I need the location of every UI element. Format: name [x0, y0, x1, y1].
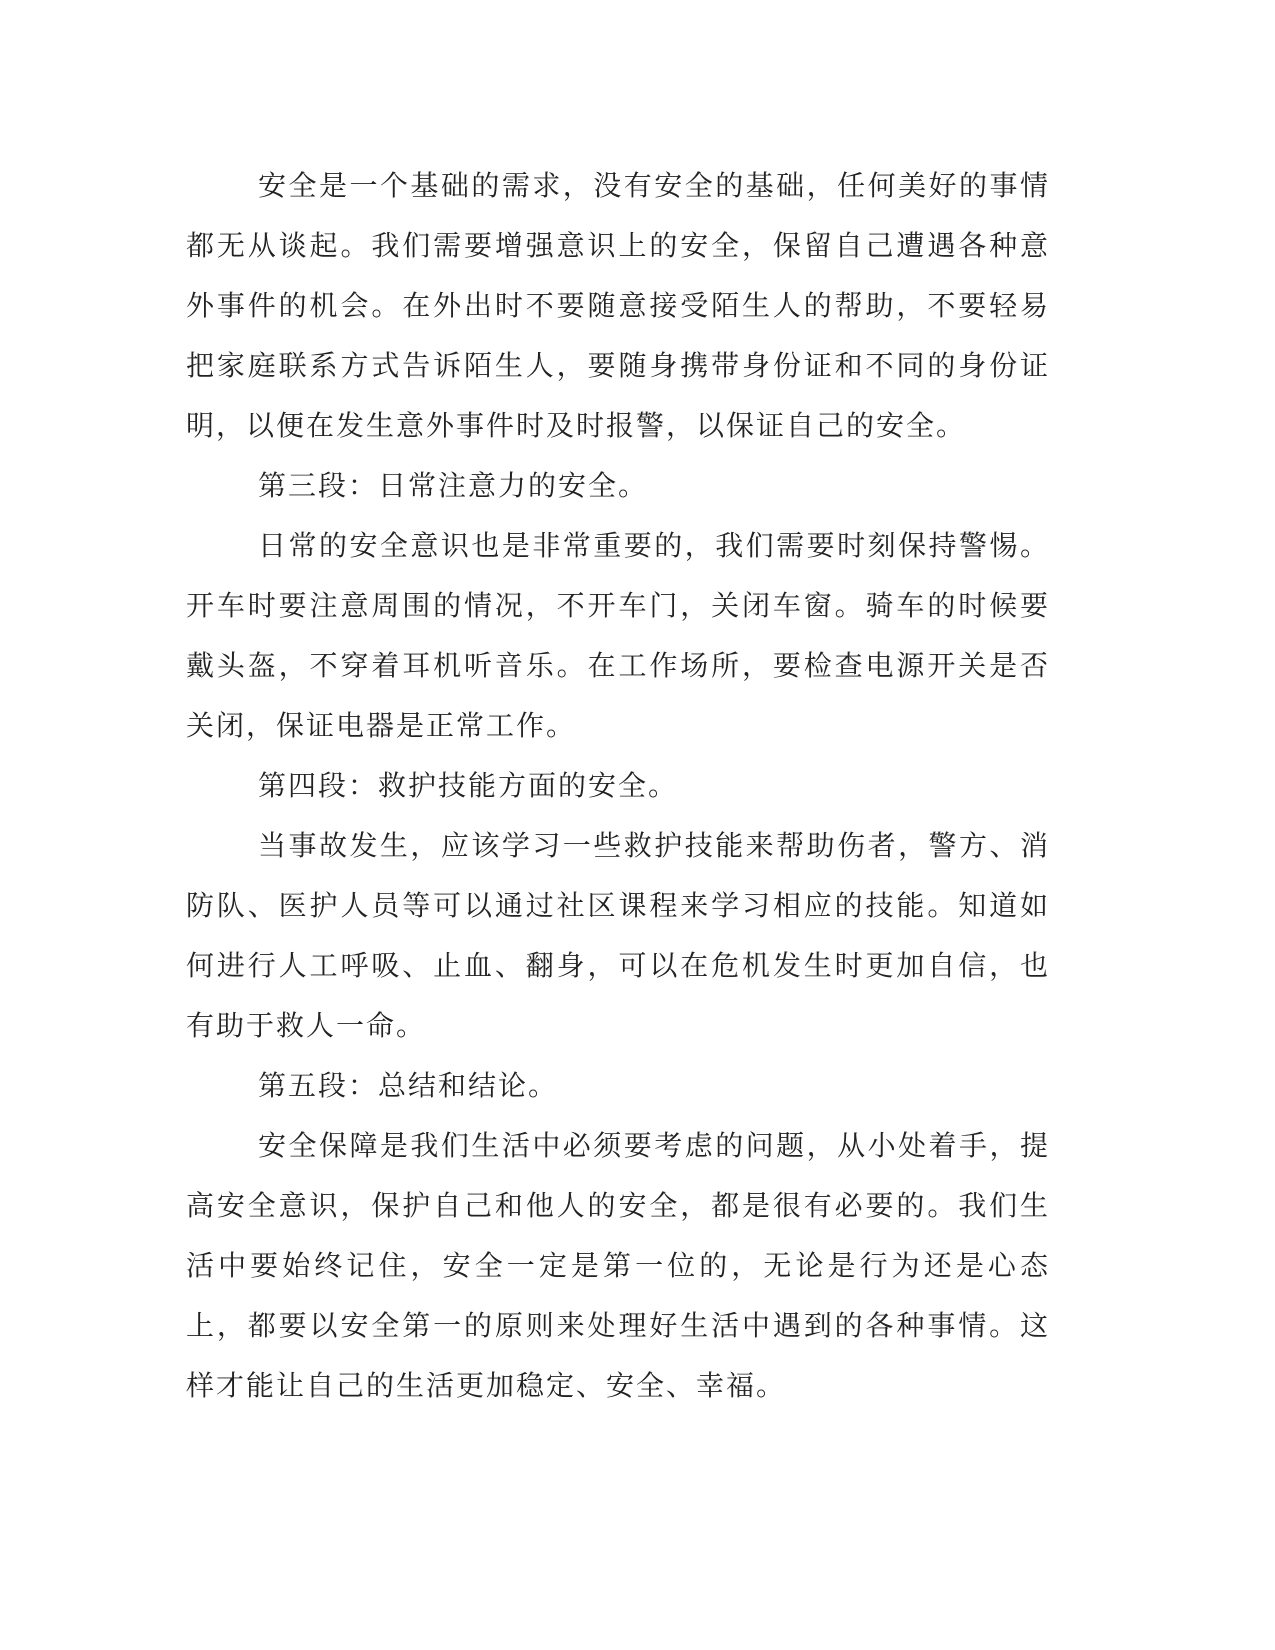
- section-heading-4: 第四段：救护技能方面的安全。: [258, 769, 679, 802]
- document-body: [186, 156, 1050, 1416]
- paragraph-intro: 安全是一个基础的需求，没有安全的基础，任何美好的事情都无从谈起。我们需要增强意识上的安全，保留自己遭遇各种意外事件的机会。在外出时不要随意接受陌生人的帮助，不要轻易把家庭联系方式告诉陌生人，要随身携带身份证和不同的身份证明，以便在发生意外事件时及时报警，以保证自己的安全。: [186, 169, 1050, 442]
- paragraph-section-4: 当事故发生，应该学习一些救护技能来帮助伤者，警方、消防队、医护人员等可以通过社区课程来学习相应的技能。知道如何进行人工呼吸、止血、翻身，可以在危机发生时更加自信，也有助于救人一命。: [186, 829, 1050, 1042]
- section-heading-5: 第五段：总结和结论。: [258, 1069, 559, 1102]
- section-heading-3: 第三段：日常注意力的安全。: [258, 469, 649, 502]
- paragraph-section-5: 安全保障是我们生活中必须要考虑的问题，从小处着手，提高安全意识，保护自己和他人的安全，都是很有必要的。我们生活中要始终记住，安全一定是第一位的，无论是行为还是心态上，都要以安全第一的原则来处理好生活中遇到的各种事情。这样才能让自己的生活更加稳定、安全、幸福。: [186, 1129, 1050, 1402]
- paragraph-section-3: 日常的安全意识也是非常重要的，我们需要时刻保持警惕。开车时要注意周围的情况，不开车门，关闭车窗。骑车的时候要戴头盔，不穿着耳机听音乐。在工作场所，要检查电源开关是否关闭，保证电器是正常工作。: [186, 529, 1050, 742]
